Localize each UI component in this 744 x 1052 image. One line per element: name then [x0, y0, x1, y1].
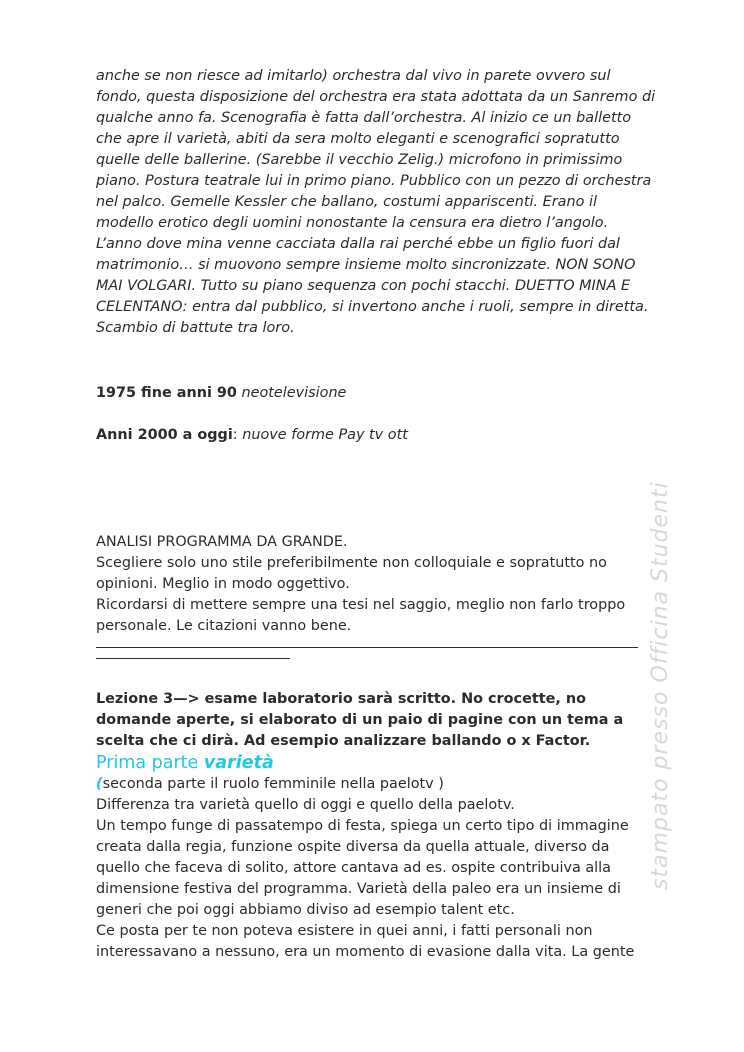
timeline-line-2 — [96, 425, 656, 446]
spacer — [96, 404, 656, 425]
body-paragraph-1: Differenza tra varietà quello di oggi e quello della paelotv. — [96, 797, 515, 813]
subtitle-text: seconda parte il ruolo femminile nella paelotv ) — [102, 776, 444, 792]
short-divider — [96, 658, 290, 659]
analysis-title: ANALISI PROGRAMMA DA GRANDE. — [96, 534, 348, 550]
document-page — [96, 66, 656, 963]
section-heading-emphasis: varietà — [203, 753, 274, 773]
analysis-line-1: Scegliere solo uno stile preferibilmente non colloquiale e sopratutto no opinioni. Meglio in modo oggettivo. — [96, 555, 607, 592]
timeline-line-1-value: neotelevisione — [241, 385, 347, 401]
intro-paragraph: anche se non riesce ad imitarlo) orchestra dal vivo in parete ovvero sul fondo, questa disposizione del orchestra era stata adottata da un Sanremo di qualche anno fa. Scenografia è fatta dall’orchestra. Al inizio ce un balletto che apre il varietà, abiti da sera molto eleganti e scenografici sopratutto quelle delle ballerine. (Sarebbe il vecchio Zelig.) microfono in primissimo piano. Postura teatrale lui in primo piano. Pubblico con un pezzo di orchestra nel palco. Gemelle Kessler che ballano, costumi appariscenti. Erano il modello erotico degli uomini nonostante la censura era dietro l’angolo. L’anno dove mina venne cacciata dalla rai perché ebbe un figlio fuori dal matrimonio… si muovono sempre insieme molto sincronizzate. NON SONO MAI VOLGARI. Tutto su piano sequenza con pochi stacchi. DUETTO MINA E CELENTANO: entra dal pubblico, si invertono anche i ruoli, sempre in diretta. Scambio di battute tra loro. — [96, 68, 656, 336]
timeline-line-2-colon: : — [232, 427, 238, 443]
subtitle-open-paren: ( — [96, 776, 103, 792]
long-divider — [96, 647, 638, 648]
watermark-stamp: stampato presso Officina Studenti — [648, 481, 673, 890]
timeline-line-1-label: 1975 fine anni 90 — [96, 385, 237, 401]
timeline-line-1 — [96, 383, 656, 404]
spacer — [96, 339, 656, 383]
lesson-intro: Lezione 3—> esame laboratorio sarà scritto. No crocette, no domande aperte, si elaborato di un paio di pagine con un tema a scelta che ci dirà. Ad esempio analizzare ballando o x Factor. — [96, 691, 624, 749]
section-heading — [96, 752, 656, 774]
timeline-line-2-label: Anni 2000 a oggi — [96, 427, 233, 443]
spacer — [96, 668, 656, 689]
section-heading-plain: Prima parte — [96, 753, 204, 773]
analysis-line-2: Ricordarsi di mettere sempre una tesi nel saggio, meglio non farlo troppo personale. Le citazioni vanno bene. — [96, 597, 626, 634]
timeline-line-2-value: nuove forme Pay tv ott — [242, 427, 408, 443]
section-subtitle — [96, 774, 656, 795]
body-paragraph-3: Ce posta per te non poteva esistere in quei anni, i fatti personali non interessavano a nessuno, era un momento di evasione dalla vita. La gente — [96, 923, 635, 960]
body-paragraph-2: Un tempo funge di passatempo di festa, spiega un certo tipo di immagine creata dalla regia, funzione ospite diversa da quella attuale, diverso da quello che faceva di solito, attore cantava ad es. ospite contribuiva alla dimensione festiva del programma. Varietà della paleo era un insieme di generi che poi oggi abbiamo diviso ad esempio talent etc. — [96, 818, 629, 918]
spacer — [96, 446, 656, 532]
